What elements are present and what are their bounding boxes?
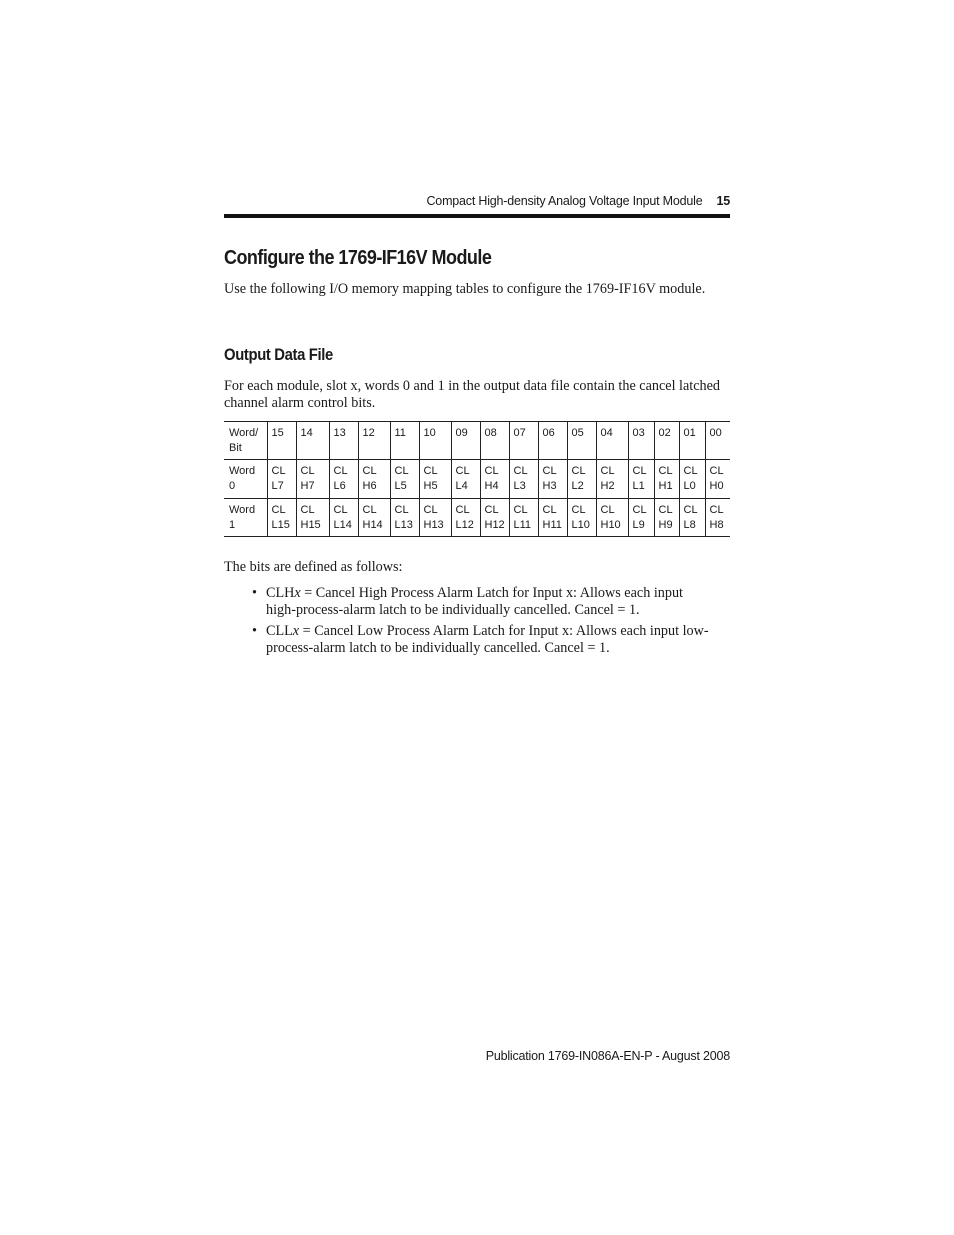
bit-cell: CL H15: [296, 499, 329, 537]
bit-cell: CL L3: [509, 460, 538, 499]
bit-cell: CL L8: [679, 499, 705, 537]
row-label-cell: Word 1: [224, 499, 267, 537]
bit-cell: 01: [679, 422, 705, 460]
header-rule: [224, 214, 730, 218]
bit-variable: x: [292, 623, 300, 639]
bit-cell: 11: [390, 422, 419, 460]
bit-cell: CL L0: [679, 460, 705, 499]
subsection-intro: For each module, slot x, words 0 and 1 in the output data file contain the cancel latched channel alarm control bits.: [224, 378, 721, 411]
bit-cell: CL L1: [628, 460, 654, 499]
bit-cell: CL L5: [390, 460, 419, 499]
bit-cell: CL L2: [567, 460, 596, 499]
bit-cell: CL L7: [267, 460, 296, 499]
bit-cell: CL L6: [329, 460, 358, 499]
bit-cell: 15: [267, 422, 296, 460]
bit-cell: 03: [628, 422, 654, 460]
bit-cell: CL H8: [705, 499, 730, 537]
bit-cell: 04: [596, 422, 628, 460]
bit-cell: 10: [419, 422, 451, 460]
bit-cell: CL H12: [480, 499, 509, 537]
output-data-table: [224, 421, 730, 537]
bit-prefix: CLH: [266, 585, 295, 601]
bit-cell: CL H14: [358, 499, 390, 537]
bit-cell: CL H6: [358, 460, 390, 499]
bit-definitions-list: [252, 585, 712, 661]
bit-prefix: CLL: [266, 623, 293, 639]
bit-cell: CL L10: [567, 499, 596, 537]
bit-cell: CL H10: [596, 499, 628, 537]
row-label-cell: Word/ Bit: [224, 422, 267, 460]
row-label-cell: Word 0: [224, 460, 267, 499]
bit-cell: CL L13: [390, 499, 419, 537]
output-data-table-body: [224, 422, 730, 537]
bit-definition: = Cancel Low Process Alarm Latch for Input x: Allows each input low-process-alarm latch to be individually cancelled. Cancel = 1.: [266, 623, 709, 656]
bit-cell: CL L14: [329, 499, 358, 537]
page-number: 15: [716, 193, 730, 208]
bit-cell: 06: [538, 422, 567, 460]
bit-cell: 14: [296, 422, 329, 460]
bit-cell: CL L4: [451, 460, 480, 499]
bit-cell: 07: [509, 422, 538, 460]
bit-cell: 09: [451, 422, 480, 460]
table-row: [224, 460, 730, 499]
bit-cell: CL H7: [296, 460, 329, 499]
subsection-title: Output Data File: [224, 346, 333, 364]
section-intro: Use the following I/O memory mapping tables to configure the 1769-IF16V module.: [224, 281, 706, 297]
bit-cell: CL H11: [538, 499, 567, 537]
bit-cell: CL H13: [419, 499, 451, 537]
section-title: Configure the 1769-IF16V Module: [224, 247, 492, 269]
bit-cell: 13: [329, 422, 358, 460]
bit-cell: CL H2: [596, 460, 628, 499]
bit-cell: CL H3: [538, 460, 567, 499]
running-header: [224, 192, 730, 209]
bit-cell: CL H9: [654, 499, 679, 537]
bit-cell: 08: [480, 422, 509, 460]
bit-definition: = Cancel High Process Alarm Latch for Input x: Allows each input high-process-alarm latch to be individually cancelled. Cancel = 1.: [266, 585, 684, 618]
bit-cell: 00: [705, 422, 730, 460]
bullet-icon: •: [252, 585, 257, 601]
bit-cell: CL H4: [480, 460, 509, 499]
publication-footer: Publication 1769-IN086A-EN-P - August 2008: [485, 1049, 730, 1063]
bit-cell: CL L12: [451, 499, 480, 537]
bit-cell: CL L11: [509, 499, 538, 537]
bit-cell: 05: [567, 422, 596, 460]
bit-cell: CL H0: [705, 460, 730, 499]
bit-variable: x: [294, 585, 301, 601]
bit-cell: CL L15: [267, 499, 296, 537]
bit-cell: CL L9: [628, 499, 654, 537]
bits-intro: The bits are defined as follows:: [224, 559, 403, 575]
table-header-row: [224, 422, 730, 460]
list-item: [252, 623, 712, 657]
bit-cell: 12: [358, 422, 390, 460]
bit-cell: CL H5: [419, 460, 451, 499]
running-title: Compact High-density Analog Voltage Input Module: [426, 193, 703, 208]
bit-cell: 02: [654, 422, 679, 460]
bit-cell: CL H1: [654, 460, 679, 499]
bullet-icon: •: [252, 623, 257, 639]
list-item: [252, 585, 712, 619]
table-row: [224, 499, 730, 537]
